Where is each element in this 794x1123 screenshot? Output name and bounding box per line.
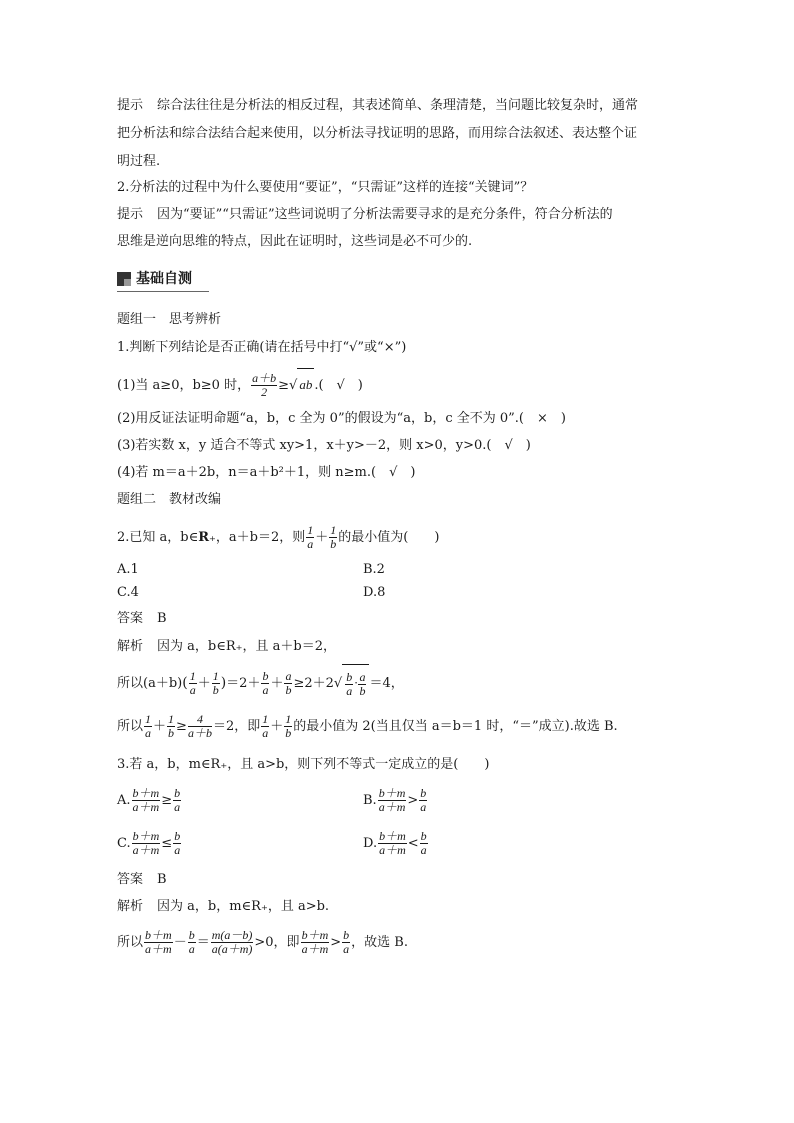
group-2-heading: 题组二 教材改编 <box>117 492 222 507</box>
option-3b: B. $\frac{b+m}{a+m}$ > $\frac{b}{a}$ <box>363 786 427 814</box>
judge-item-1: (1)当 a≥0，b≥0 时， $\frac{a+b}{2}$ ≥√ ab .( √ ) <box>117 368 363 400</box>
judge-item-2: (2)用反证法证明命题“a，b，c 全为 0”的假设为“a，b，c 全不为 0”.( × ) <box>117 411 566 426</box>
problem-2-solution-1: 解析 因为 a，b∈R₊，且 a＋b＝2， <box>117 639 336 654</box>
judge-item-4: (4)若 m＝a＋2b，n＝a＋b²＋1，则 n≥m.( √ ) <box>117 465 416 480</box>
problem-3-solution-2: 所以 $\frac{b+m}{a+m}$ － $\frac{b}{a}$ ＝ $\frac{m(a-b)}{a(a+m)}$ >0，即 $\frac{b+m}{a+m}$ > $\frac{b}{a}$ ，故选 B. <box>117 928 408 956</box>
problem-3-solution-1: 解析 因为 a，b，m∈R₊，且 a>b. <box>117 899 330 914</box>
problem-3-answer: 答案 B <box>117 872 167 887</box>
section-square-icon <box>117 272 131 286</box>
option-d: D.8 <box>363 585 386 600</box>
hint1-line3: 明过程. <box>117 154 161 169</box>
option-3d: D. $\frac{b+m}{a+m}$ < $\frac{b}{a}$ <box>363 829 427 857</box>
hint1-label: 提示 <box>117 98 144 113</box>
option-c: C.4 <box>117 585 139 600</box>
hint1-line1: 提示 综合法往往是分析法的相反过程，其表述简单、条理清楚，当问题比较复杂时，通常 <box>117 98 639 113</box>
hint2-line2: 思维是逆向思维的特点，因此在证明时，这些词是必不可少的. <box>117 234 473 249</box>
section-title: 基础自测 <box>136 271 192 287</box>
option-a: A.1 <box>117 562 139 577</box>
option-b: B.2 <box>363 562 385 577</box>
option-3c: C. $\frac{b+m}{a+m}$ ≤ $\frac{b}{a}$ <box>117 829 181 857</box>
problem-2-solution-2: 所以(a＋b)( $\frac{1}{a}$ ＋ $\frac{1}{b}$ )＝2＋ $\frac{b}{a}$ ＋ $\frac{a}{b}$ ≥2＋2√ $\frac{b}{a}$ · $\frac{a}{b}$ ＝4， <box>117 664 404 700</box>
judge-intro: 1.判断下列结论是否正确(请在括号中打“√”或“×”) <box>117 340 407 355</box>
sqrt-ab: ab <box>297 368 314 401</box>
problem-2-answer: 答案 B <box>117 611 167 626</box>
problem-2-solution-3: 所以 $\frac{1}{a}$ ＋ $\frac{1}{b}$ ≥ $\frac{4}{a+b}$ ＝2，即 $\frac{1}{a}$ ＋ $\frac{1}{b}$ 的最小值为 2(当且仅当 a＝b＝1 时，“＝”成立).故选 B. <box>117 712 618 740</box>
question-2-text: 2.分析法的过程中为什么要使用“要证”，“只需证”这样的连接“关键词”？ <box>117 180 534 195</box>
problem-2-stem: 2.已知 a，b∈R₊，a＋b＝2，则 $\frac{1}{a}$ ＋ $\frac{1}{b}$ 的最小值为( ) <box>117 523 440 551</box>
hint2-line1: 提示 因为“要证”“只需证”这些词说明了分析法需要寻求的是充分条件，符合分析法的 <box>117 207 613 222</box>
option-3a: A. $\frac{b+m}{a+m}$ ≥ $\frac{b}{a}$ <box>117 786 181 814</box>
fraction-a-plus-b-over-2: $\frac{a+b}{2}$ <box>252 371 277 399</box>
problem-3-stem: 3.若 a，b，m∈R₊，且 a>b，则下列不等式一定成立的是( ) <box>117 757 490 772</box>
section-underline <box>117 291 209 292</box>
sqrt-product: $\frac{b}{a}$ · $\frac{a}{b}$ <box>342 664 369 701</box>
group-1-heading: 题组一 思考辨析 <box>117 312 222 327</box>
section-header <box>117 269 209 293</box>
judge-item-3: (3)若实数 x，y 适合不等式 xy>1，x＋y>－2，则 x>0，y>0.( √ ) <box>117 438 531 453</box>
hint1-line2: 把分析法和综合法结合起来使用，以分析法寻找证明的思路，而用综合法叙述、表达整个证 <box>117 126 638 141</box>
hint2-label: 提示 <box>117 207 144 222</box>
